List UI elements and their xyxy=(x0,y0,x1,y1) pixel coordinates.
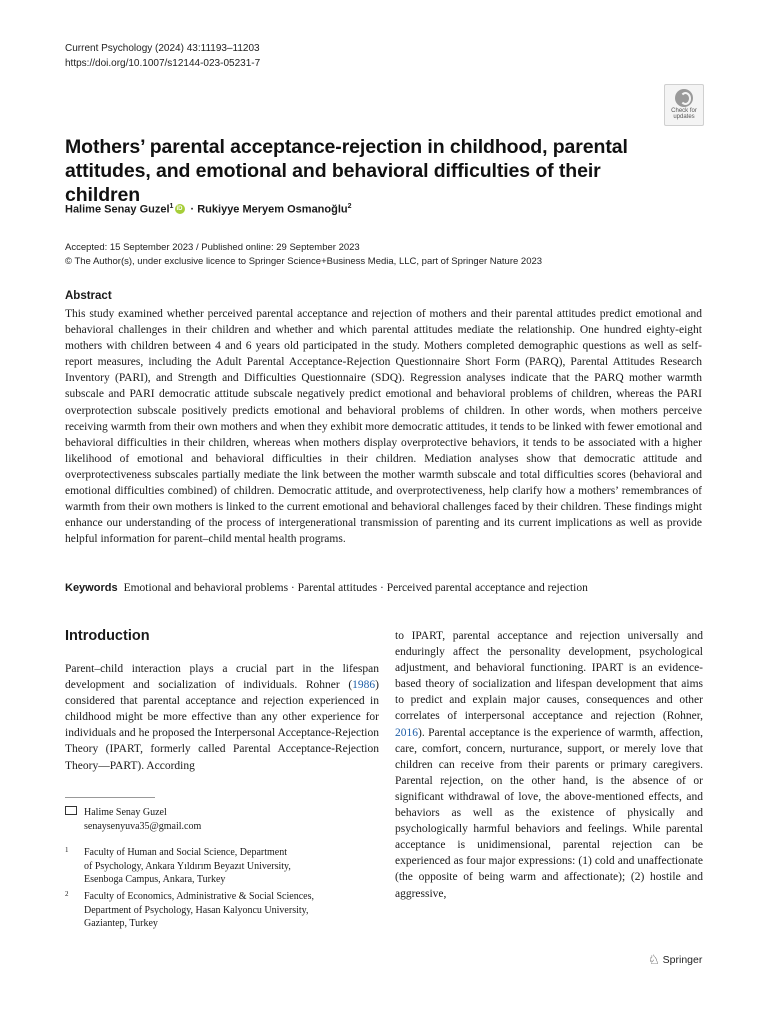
introduction-heading: Introduction xyxy=(65,628,150,644)
citation-link[interactable]: 1986 xyxy=(352,679,376,692)
author-affiliation-mark: 2 xyxy=(347,203,352,210)
corresponding-author-name: Halime Senay Guzel xyxy=(84,807,167,818)
check-for-updates-badge[interactable] xyxy=(664,84,704,126)
author-name[interactable]: Halime Senay Guzel xyxy=(65,203,170,216)
keywords-line xyxy=(65,582,588,594)
paragraph-text: Parent–child interaction plays a crucial part in the lifespan development and socialization of individuals. Rohner ( xyxy=(65,663,379,692)
author-list xyxy=(65,203,352,216)
journal-header xyxy=(65,41,260,71)
orcid-icon[interactable] xyxy=(175,204,185,214)
affiliation-line: Faculty of Human and Social Science, Department xyxy=(84,847,287,858)
correspondence-note xyxy=(65,806,202,832)
citation-link[interactable]: 2016 xyxy=(395,726,418,739)
paragraph-text: ) considered that parental acceptance and rejection experienced in childhood might be more effective than any other experience for individuals and he proposed the Interpersonal Acceptance-Rejection Theory (IPART, formerly called Parental Acceptance-Rejection Theory—PART). According xyxy=(65,679,379,772)
journal-citation: Current Psychology (2024) 43:11193–11203 xyxy=(65,43,260,54)
springer-footer xyxy=(648,952,702,968)
author-separator: · xyxy=(187,203,198,216)
author-affiliation-mark: 1 xyxy=(169,203,174,210)
affiliation-line: Department of Psychology, Hasan Kalyoncu University, xyxy=(84,904,309,916)
paragraph-text: to IPART, parental acceptance and rejection universally and enduringly affect the personality development, psychological adjustment, and behavioral functioning. IPART is an evidence-based theory of socialization and lifespan development that aims to predict and explain major causes, consequences and other correlates of interpersonal acceptance and rejection (Rohner, xyxy=(395,630,703,723)
check-updates-icon xyxy=(675,89,693,107)
author-name[interactable]: Rukiyye Meryem Osmanoğlu xyxy=(197,203,348,216)
envelope-icon xyxy=(65,806,77,815)
copyright-line: © The Author(s), under exclusive licence to Springer Science+Business Media, LLC, part of Springer Nature 2023 xyxy=(65,256,543,267)
publication-dates xyxy=(65,241,542,269)
badge-line1: Check for xyxy=(671,108,697,114)
abstract-text: This study examined whether perceived parental acceptance and rejection of mothers and their parental attitudes predict emotional and behavioral challenges in their children and whether and which parental attitudes mediate the relationship. One hundred eighty-eight mothers with children between 4 and 6 years old participated in the study. Mothers completed demographic questions as well as self-report measures, including the Adult Parental Acceptance-Rejection Questionnaire Short Form (PARQ), Parental Attitudes Research Inventory (PARI), and Strength and Difficulties Questionnaire (SDQ). Regression analyses indicate that the PARQ mother warmth subscale and PARI democratic attitude subscale negatively predict emotional and behavioral problems of children, whereas the PARI overprotection subscale positively predicts emotional and behavioral problems of children. In other words, when mothers perceive receiving warmth from their own mothers and when they exhibit more democratic attitudes, it tends to be linked with fewer emotional and behavioral difficulties in their children, whereas when mothers display overprotective behaviors, it tends to be associated with a higher likelihood of emotional and behavioral difficulties in their children. Mediation analyses show that democratic attitude and overprotectiveness subscales partially mediate the link between the mother warmth subscale and total difficulties scores (behavioral and emotional difficulties combined) of children. Democratic attitude, and overprotectiveness, help clarify how a mothers’ remembrances of warmth from their own mothers is linked to the current emotional and behavioral challenges faced by their children. These findings might enhance our understanding of the process of intergenerational transmission of parenting and its current implications as well as provide helpful information for parent–child mental health programs. xyxy=(65,308,702,546)
corresponding-author-email[interactable]: senaysenyuva35@gmail.com xyxy=(84,821,202,832)
abstract-heading: Abstract xyxy=(65,290,112,302)
article-title: Mothers’ parental acceptance-rejection in childhood, parental attitudes, and emotional and behavioral difficulties of their children xyxy=(65,136,628,206)
badge-line2: updates xyxy=(673,114,695,120)
doi-link[interactable]: https://doi.org/10.1007/s12144-023-05231-7 xyxy=(65,58,261,69)
affiliation-line: Faculty of Economics, Administrative & Social Sciences, xyxy=(84,891,314,902)
keywords-heading: Keywords xyxy=(65,582,118,594)
affiliation-line: Gaziantep, Turkey xyxy=(84,918,158,929)
right-column-text xyxy=(395,628,703,902)
publisher-name: Springer xyxy=(662,954,703,966)
affiliation-line: of Psychology, Ankara Yıldırım Beyazıt University, xyxy=(84,860,291,872)
footnote-divider xyxy=(65,797,155,798)
affiliation-number: 2 xyxy=(65,890,69,898)
paragraph-text: ). Parental acceptance is the experience of warmth, affection, care, comfort, concern, nurturance, support, or merely love that children can receive from their parents or primary caregivers. Parental rejection, on the other hand, is the absence of or significant withdrawal of love, the above-mentioned effects, and behaviors as well as the existence of physically and psychologically harmful behaviors and feelings. While parental acceptance is unidimensional, parental rejection can be experienced as four major expressions: (1) cold and unaffectionate (the opposite of being warm and affectionate); (2) hostile and aggressive, xyxy=(395,726,703,900)
accepted-date: Accepted: 15 September 2023 / Published online: 29 September 2023 xyxy=(65,242,360,253)
keywords-text: Emotional and behavioral problems · Parental attitudes · Perceived parental acceptance and rejection xyxy=(123,582,588,594)
affiliation-line: Esenboga Campus, Ankara, Turkey xyxy=(84,874,226,885)
left-column-text xyxy=(65,661,379,774)
springer-horse-icon: ♘ xyxy=(648,952,660,967)
affiliation-number: 1 xyxy=(65,846,69,854)
